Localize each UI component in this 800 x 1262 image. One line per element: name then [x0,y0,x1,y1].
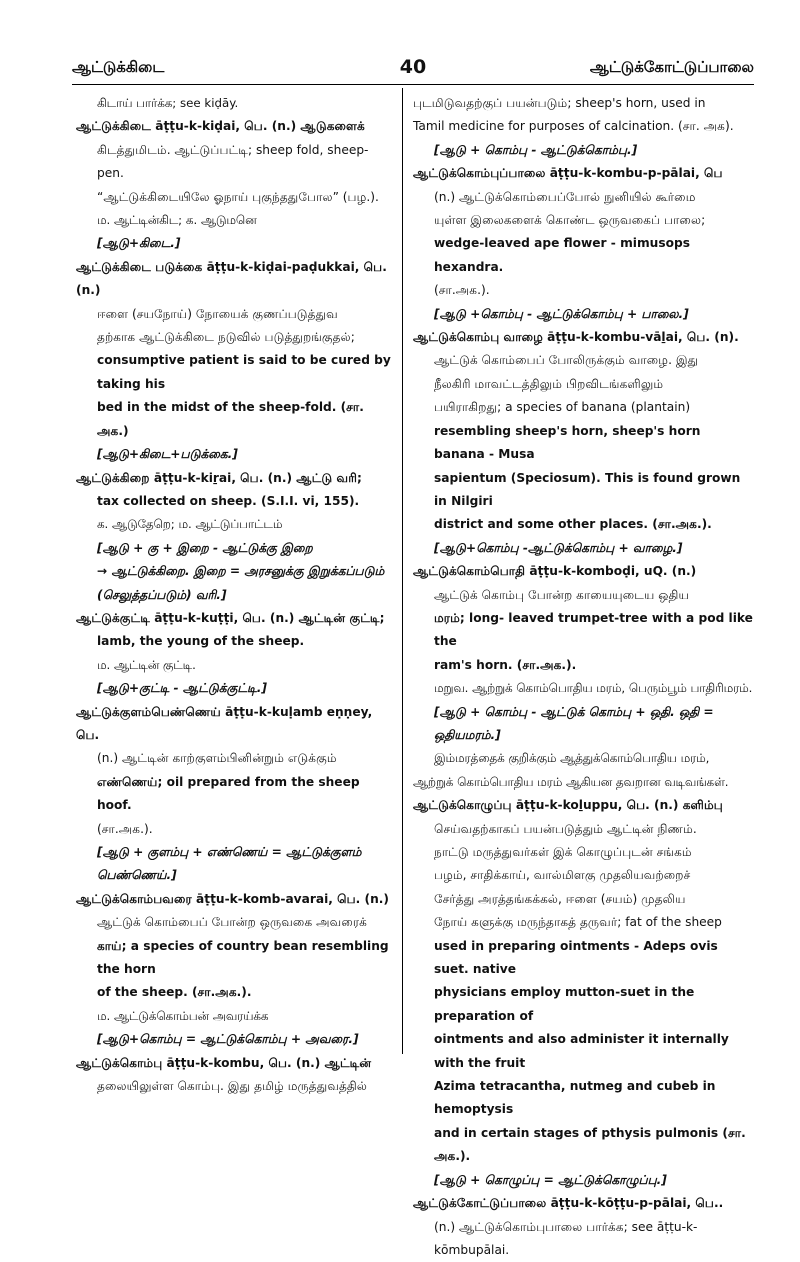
entry-headword-line: ஆட்டுக்கொம்பு வாழை āṭṭu-k-kombu-vāḻai, பெ. (n). [413,330,739,345]
column-divider [402,88,403,1054]
text-line: ஆட்டுக் கொம்பைப் போலிருக்கும் வாழை. இது [434,353,699,368]
text-line: எண்ணெய்; oil prepared from the sheep hoof. [97,774,360,813]
text-line: தலையிலுள்ள கொம்பு. இது தமிழ் மருத்துவத்தில் [97,1079,368,1094]
text-line: consumptive patient is said to be cured by taking his [97,353,391,391]
entry-headword-line: ஆட்டுக்குட்டி āṭṭu-k-kuṭṭi, பெ. (n.) ஆட்டின் குட்டி; [76,610,385,625]
text-line: physicians employ mutton-suet in the preparation of [434,985,695,1023]
entry-headword-line: ஆட்டுக்கோட்டுப்பாலை āṭṭu-k-kōṭṭu-p-pālai, பெ.. [413,1196,724,1211]
etymology-line: [ஆடு +கொம்பு - ஆட்டுக்கொம்பு + பாலை.] [434,306,689,321]
text-line: தற்காக ஆட்டுக்கிடை நடுவில் படுத்துறங்குதல்; [97,330,355,345]
text-line: ம. ஆட்டுக்கொம்பன் அவரய்க்க [97,1008,269,1023]
page-header [72,58,754,82]
right-guide-word: ஆட்டுக்கோட்டுப்பாலை [589,58,754,76]
etymology-line: [ஆடு+கொம்பு -ஆட்டுக்கொம்பு + வாழை.] [434,540,683,555]
etymology-line: [ஆடு + குளம்பு + எண்ணெய் = ஆட்டுக்குளம் [97,845,362,859]
text-line: ம. ஆட்டின்கிட; க. ஆடுமனெ [97,213,257,228]
text-line: ஆட்டுக் கொம்பைப் போன்ற ஒருவகை அவரைக் [97,915,367,930]
text-line: கிடத்துமிடம். ஆட்டுப்பட்டி; sheep fold, sheep-pen. [97,142,369,181]
header-rule [72,84,754,85]
page-number: 40 [399,56,427,78]
text-line: பயிராகிறது; a species of banana (plantain) [434,400,691,415]
text-line: செய்வதற்காகப் பயன்படுத்தும் ஆட்டின் நிணம். [434,821,697,836]
text-line: நோய் களுக்கு மருந்தாகத் தருவர்; fat of the sheep [434,915,722,930]
text-line: of the sheep. (சா.அக.). [97,985,252,1000]
etymology-line: [ஆடு+கிடை.] [97,236,181,251]
entry-headword-line: ஆட்டுக்கொம்பவரை āṭṭu-k-komb-avarai, பெ. (n.) [76,891,390,906]
text-line: bed in the midst of the sheep-fold. (சா. அக.) [97,400,364,438]
text-line: சேர்த்து அரத்தங்கக்கல், ஈளை (சயம்) முதலிய [434,891,686,906]
text-line: (சா.அக.). [434,283,490,298]
text-line: (n.) ஆட்டுக்கொம்புபாலை பார்க்க; see āṭṭu-k- [434,1219,698,1234]
text-line: யுள்ள இலைகளைக் கொண்ட ஒருவகைப் பாலை; [434,213,706,228]
text-line: நீலகிரி மாவட்டத்திலும் பிறவிடங்களிலும் [434,376,664,391]
text-line: used in preparing ointments - Adeps ovis suet. native [434,938,718,977]
text-line: க. ஆடுதேறெ; ம. ஆட்டுப்பாட்டம் [97,517,283,532]
text-line: (n.) ஆட்டுக்கொம்பைப்போல் நுனியில் கூர்மை [434,189,696,204]
text-line: lamb, the young of the sheep. [97,634,305,649]
text-line: Tamil medicine for purposes of calcination. (சா. அக). [413,119,734,134]
text-line: புடமிடுவதற்குப் பயன்படும்; sheep's horn, used in [413,96,706,110]
text-line: Azima tetracantha, nutmeg and cubeb in hemoptysis [434,1079,716,1117]
text-line: tax collected on sheep. (S.I.I. vi, 155). [97,493,360,508]
text-line: ம. ஆட்டின் குட்டி. [97,657,196,672]
left-guide-word: ஆட்டுக்கிடை [72,58,165,76]
entry-headword-line: ஆட்டுக்கிடை படுக்கை āṭṭu-k-kiḍai-paḍukkai, பெ. (n.) [76,259,387,298]
entry-headword-line: ஆட்டுக்கொம்பொதி āṭṭu-k-komboḍi, uQ. (n.) [413,564,697,579]
etymology-line: [ஆடு+கிடை+படுக்கை.] [97,447,238,462]
text-line: ஈளை (சயநோய்) நோயைக் குணப்படுத்துவ [97,306,338,321]
text-line: பழம், சாதிக்காய், வால்மிளகு முதலியவற்றைச் [434,868,691,883]
text-line: and in certain stages of pthysis pulmonis (சா. அக.). [434,1125,746,1164]
text-line: மறுவ. ஆற்றுக் கொம்பொதிய மரம், பெரும்பூம் பாதிரிமரம். [434,681,753,696]
etymology-line: [ஆடு + கொம்பு - ஆட்டுக்கொம்பு.] [434,142,638,157]
entry-headword-line: ஆட்டுக்கொம்புப்பாலை āṭṭu-k-kombu-p-pālai, பெ [413,166,723,181]
text-line: sapientum (Speciosum). This is found grown in Nilgiri [434,470,741,508]
etymology-line: [ஆடு + கொழுப்பு = ஆட்டுக்கொழுப்பு.] [434,1172,667,1187]
entry-headword-line: ஆட்டுக்கொம்பு āṭṭu-k-kombu, பெ. (n.) ஆட்டின் [76,1055,372,1070]
text-line: ஆட்டுக் கொம்பு போன்ற காயையுடைய ஒதிய [434,587,689,602]
etymology-line: [ஆடு + கு + இறை - ஆட்டுக்கு இறை [97,540,313,555]
note-line: ஆற்றுக் கொம்பொதிய மரம் ஆகியன தவறான வடிவங்கள். [413,774,729,789]
text-line: “ஆட்டுக்கிடையிலே ஓநாய் புகுந்ததுபோல” (பழ.). [97,189,379,204]
left-column [76,92,392,1098]
etymology-line: பெண்ணெய்.] [97,868,177,883]
entry-headword-line: ஆட்டுக்கொழுப்பு āṭṭu-k-koḻuppu, பெ. (n.) களிம்பு [413,798,723,813]
etymology-line: [ஆடு+கொம்பு = ஆட்டுக்கொம்பு + அவரை.] [97,1032,359,1047]
text-line: (n.) ஆட்டின் காற்குளம்பினின்றும் எடுக்கும் [97,751,337,766]
text-line: ointments and also administer it internally with the fruit [434,1032,729,1070]
etymology-line: [ஆடு+குட்டி - ஆட்டுக்குட்டி.] [97,681,267,696]
text-line: நாட்டு மருத்துவர்கள் இக் கொழுப்புடன் சங்கம் [434,845,692,859]
text-line: resembling sheep's horn, sheep's horn banana - Musa [434,423,701,462]
text-line: district and some other places. (சா.அக.). [434,517,712,532]
text-line: மரம்; long- leaved trumpet-tree with a pod like the [434,610,753,649]
entry-headword-line: ஆட்டுக்கிறை āṭṭu-k-kiṟai, பெ. (n.) ஆட்டு வரி; [76,470,362,485]
entry-headword-line: ஆட்டுக்கிடை āṭṭu-k-kiḍai, பெ. (n.) ஆடுகளைக் [76,119,365,134]
text-line: ram's horn. (சா.அக.). [434,657,577,672]
text-line: kōmbupālai. [434,1242,510,1257]
text-line: wedge-leaved ape flower - mimusops hexandra. [434,236,690,274]
note-line: இம்மரத்தைக் குறிக்கும் ஆத்துக்கொம்பொதிய மரம், [434,751,710,766]
etymology-line: (செலுத்தப்படும்) வரி.] [97,587,227,602]
etymology-line: [ஆடு + கொம்பு - ஆட்டுக் கொம்பு + ஒதி. ஒதி = [434,704,714,719]
etymology-line: → ஆட்டுக்கிறை. இறை = அரசனுக்கு இறுக்கப்படும் [97,564,385,579]
right-column [413,92,754,1262]
etymology-line: ஒதியமரம்.] [434,727,501,742]
text-line: காய்; a species of country bean resembling the horn [97,938,389,977]
text-line: கிடாய் பார்க்க; see kiḍāy. [97,96,239,110]
entry-headword-line: ஆட்டுக்குளம்பெண்ணெய் āṭṭu-k-kuḷamb eṇṇey, பெ. [76,704,373,742]
text-line: (சா.அக.). [97,821,153,836]
